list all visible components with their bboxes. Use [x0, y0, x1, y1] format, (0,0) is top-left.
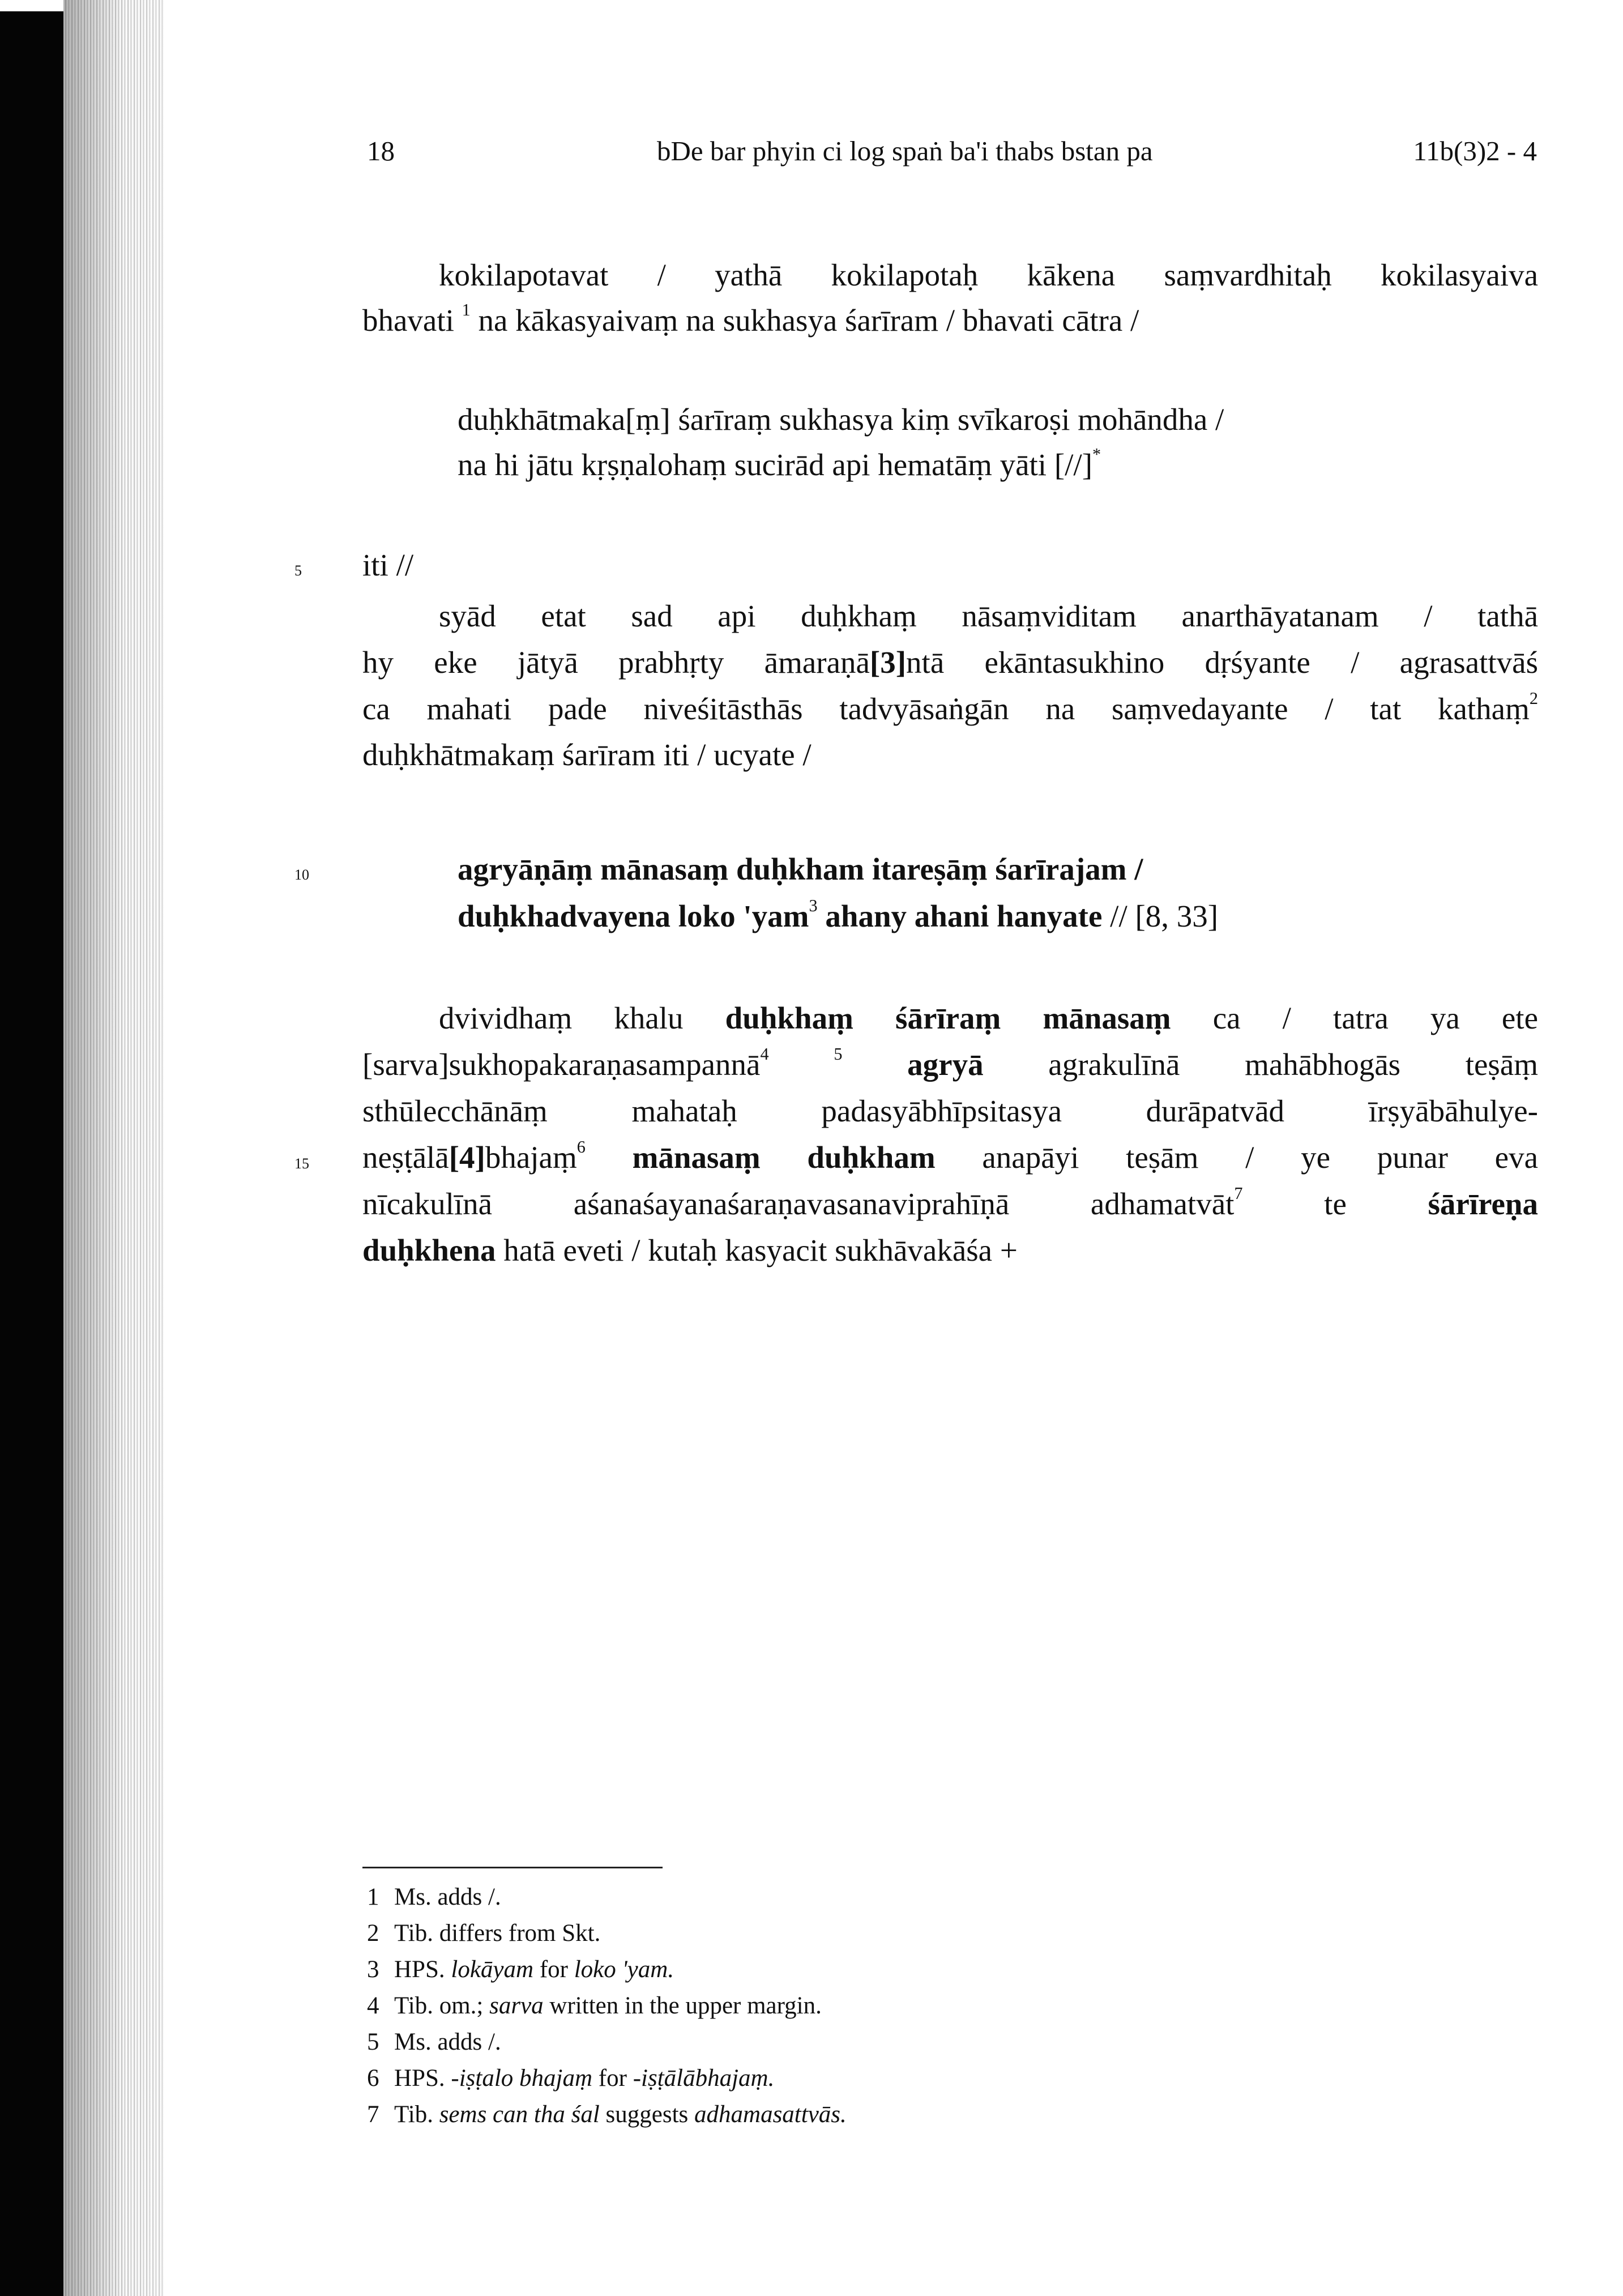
footnote-number: 3	[367, 1956, 379, 1983]
folio-reference: 11b(3)2 - 4	[1413, 135, 1537, 167]
paragraph1-line1: kokilapotavat / yathā kokilapotaḥ kākena saṃvardhitaḥ kokilasyaiva	[439, 258, 1538, 292]
footnote-number: 2	[367, 1920, 379, 1947]
gutter-shadow	[63, 0, 164, 2296]
footnote-text: -iṣṭalo bhajaṃ	[451, 2065, 593, 2092]
footnote-text: sarva	[489, 1992, 544, 2019]
footnote-number: 6	[367, 2065, 379, 2092]
footnote-7	[367, 2098, 847, 2132]
footnote-text: lokāyam	[451, 1956, 534, 1983]
footnote-text: -iṣṭālābhajaṃ.	[633, 2065, 775, 2092]
footnote-text: for	[533, 1956, 574, 1983]
footnote-separator	[362, 1867, 663, 1868]
paragraph2-line3: ca mahati pade niveśitāsthās tadvyāsaṅgān na saṃvedayante / tat kathaṃ$^2$	[362, 688, 1538, 726]
footnote-ref-4: 4	[760, 1044, 769, 1064]
folio-marker-4: [4]	[449, 1140, 485, 1175]
footnote-number: 4	[367, 1992, 379, 2019]
paragraph2-line2: hy eke jātyā prabhṛty āmaraṇā[3]ntā ekāntasukhino dṛśyante / agrasattvāś	[362, 645, 1538, 680]
footnote-text: adhamasattvās.	[694, 2101, 847, 2128]
footnote-text: written in the upper margin.	[543, 1992, 822, 2019]
footnote-ref-3: 3	[809, 895, 818, 915]
footnote-ref-7: 7	[1234, 1183, 1243, 1203]
footnote-text: Ms. adds /.	[394, 2029, 501, 2055]
footnote-4	[367, 1989, 822, 2023]
paragraph2-line1: syād etat sad api duḥkhaṃ nāsaṃviditam anarthāyatanam / tathā	[439, 599, 1538, 633]
footnote-text: HPS.	[394, 1956, 451, 1983]
footnote-text: sems can tha śal	[439, 2101, 600, 2128]
verse2-line2: duḥkhadvayena loko 'yam$^3$ ahany ahani hanyate // [8, 33]	[458, 895, 1219, 933]
line-number-15: 15	[294, 1155, 309, 1172]
page-number: 18	[367, 135, 395, 167]
spine-shadow	[0, 11, 63, 2296]
footnote-number: 7	[367, 2101, 379, 2128]
verse1-line1: duḥkhātmaka[ṃ] śarīraṃ sukhasya kiṃ svīkaroṣi mohāndha /	[458, 402, 1224, 437]
footnote-text: Tib. differs from Skt.	[394, 1920, 601, 1947]
footnote-ref-2: 2	[1529, 688, 1538, 708]
footnote-number: 5	[367, 2029, 379, 2055]
footnote-3	[367, 1953, 674, 1987]
line-number-10: 10	[294, 867, 309, 883]
footnote-text: suggests	[599, 2101, 695, 2128]
footnote-ref-6: 6	[576, 1137, 586, 1156]
footnote-ref-5: 5	[834, 1044, 843, 1064]
iti-line: iti //	[362, 548, 414, 582]
asterisk-mark: *	[1092, 444, 1101, 464]
footnote-text: for	[592, 2065, 633, 2092]
paragraph2-line4: duḥkhātmakaṃ śarīram iti / ucyate /	[362, 737, 812, 772]
footnote-text: loko 'yam.	[574, 1956, 674, 1983]
footnote-text: Ms. adds /.	[394, 1884, 501, 1910]
folio-marker-3: [3]	[869, 645, 907, 680]
running-title: bDe bar phyin ci log spaṅ ba'i thabs bstan pa	[657, 135, 1153, 167]
running-head	[0, 135, 1623, 180]
footnote-ref-1: 1	[462, 300, 471, 319]
paragraph3-line3: sthūlecchānāṃ mahataḥ padasyābhīpsitasya durāpatvād īrṣyābāhulye-	[362, 1094, 1538, 1128]
book-spine-edge	[0, 0, 164, 2296]
footnote-5	[367, 2025, 501, 2059]
line-number-5: 5	[294, 562, 302, 579]
paragraph3-line5: nīcakulīnā aśanaśayanaśaraṇavasanaviprahīṇā adhamatvāt$^7$ te śārīreṇa	[362, 1183, 1538, 1221]
footnote-text: Tib.	[394, 2101, 439, 2128]
footnote-text: HPS.	[394, 2065, 451, 2092]
footnote-text: Tib. om.;	[394, 1992, 490, 2019]
paragraph3-line2: [sarva]sukhopakaraṇasampannā$^4$ $^5$ agryā agrakulīnā mahābhogās teṣāṃ	[362, 1044, 1539, 1082]
paragraph3-line6: duḥkhena hatā eveti / kutaḥ kasyacit sukhāvakāśa +	[362, 1233, 1018, 1268]
paragraph1-line2: bhavati $^1$ na kākasyaivaṃ na sukhasya śarīram / bhavati cātra /	[362, 300, 1139, 338]
footnote-1	[367, 1880, 501, 1914]
footnote-6	[367, 2062, 774, 2096]
footnote-2	[367, 1917, 600, 1951]
paragraph3-line4: neṣṭālā[4]bhajaṃ$^6$ mānasaṃ duḥkham anapāyi teṣām / ye punar eva	[362, 1137, 1538, 1175]
verse1-line2: na hi jātu kṛṣṇalohaṃ sucirād api hematāṃ yāti [//]*	[458, 444, 1101, 482]
paragraph3-line1: dvividhaṃ khalu duḥkhaṃ śārīraṃ mānasaṃ ca / tatra ya ete	[439, 1001, 1538, 1035]
footnote-number: 1	[367, 1884, 379, 1910]
verse2-line1: agryāṇāṃ mānasaṃ duḥkham itareṣāṃ śarīrajam /	[458, 852, 1143, 886]
